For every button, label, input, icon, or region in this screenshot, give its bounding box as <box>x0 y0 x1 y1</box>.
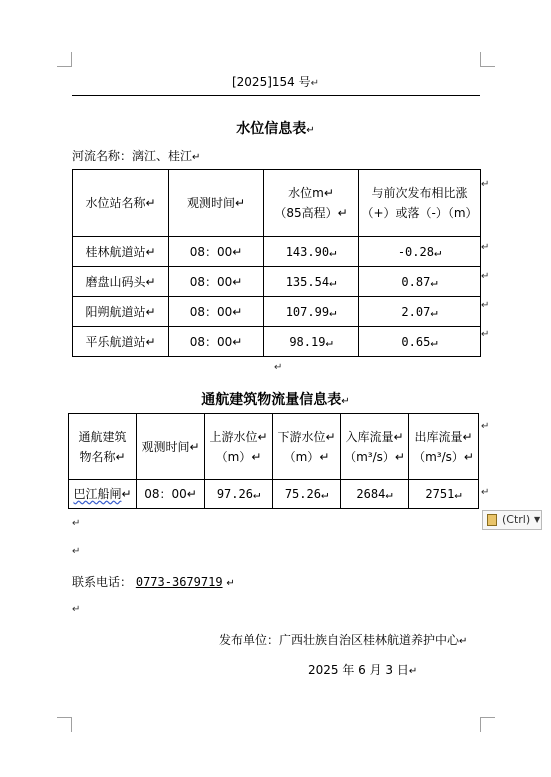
table-header-row <box>69 414 479 480</box>
crop-mark-bottom-right <box>480 717 495 732</box>
header-rule <box>72 95 480 96</box>
header-structure-name: 通航建筑 物名称↵ <box>69 414 137 480</box>
water-level-value: 107.99↵ <box>264 297 359 327</box>
station-name: 平乐航道站↵ <box>73 327 169 357</box>
observe-time: 08：00↵ <box>169 267 264 297</box>
header-upstream-level: 上游水位↵ （m）↵ <box>205 414 273 480</box>
change-value: 0.65↵ <box>359 327 481 357</box>
water-level-value: 135.54↵ <box>264 267 359 297</box>
station-name: 桂林航道站↵ <box>73 237 169 267</box>
header-change: 与前次发布相比涨 （+）或落（-）（m） <box>359 170 481 237</box>
header-time: 观测时间↵ <box>169 170 264 237</box>
water-level-value: 98.19↵ <box>264 327 359 357</box>
station-name: 阳朔航道站↵ <box>73 297 169 327</box>
table-row <box>73 267 481 297</box>
river-name: 河流名称：漓江、桂江↵ <box>72 149 201 163</box>
clipboard-icon <box>487 514 497 526</box>
upstream-level-value: 97.26↵ <box>205 480 273 509</box>
outflow-value: 2751↵ <box>409 480 479 509</box>
header-inflow: 入库流量↵ （m³/s）↵ <box>341 414 409 480</box>
table-row <box>69 480 479 509</box>
crop-mark-top-right <box>480 52 495 67</box>
header-downstream-level: 下游水位↵ （m）↵ <box>273 414 341 480</box>
table-row <box>73 297 481 327</box>
document-number: [2025]154 号↵ <box>231 75 319 89</box>
issue-date: 2025 年 6 月 3 日↵ <box>308 663 418 677</box>
observe-time: 08：00↵ <box>169 327 264 357</box>
header-level: 水位m↵ （85高程）↵ <box>264 170 359 237</box>
flow-info-table <box>68 413 479 509</box>
chevron-down-icon: ▼ <box>534 515 541 524</box>
observe-time: 08：00↵ <box>137 480 205 509</box>
table-row <box>73 327 481 357</box>
table-row <box>73 237 481 267</box>
phone-number: 0773-3679719 <box>135 575 223 589</box>
table-header-row <box>73 170 481 237</box>
publisher: 发布单位：广西壮族自治区桂林航道养护中心↵ <box>219 633 468 647</box>
water-level-table <box>72 169 481 357</box>
downstream-level-value: 75.26↵ <box>273 480 341 509</box>
contact-phone: 联系电话： 0773-3679719 ↵ <box>72 575 235 589</box>
crop-mark-bottom-left <box>57 717 72 732</box>
change-value: 2.07↵ <box>359 297 481 327</box>
inflow-value: 2684↵ <box>341 480 409 509</box>
header-outflow: 出库流量↵ （m³/s）↵ <box>409 414 479 480</box>
water-level-title: 水位信息表↵ <box>236 121 315 137</box>
header-time: 观测时间↵ <box>137 414 205 480</box>
change-value: -0.28↵ <box>359 237 481 267</box>
station-name: 磨盘山码头↵ <box>73 267 169 297</box>
observe-time: 08：00↵ <box>169 297 264 327</box>
flow-table-title: 通航建筑物流量信息表↵ <box>201 392 350 408</box>
crop-mark-top-left <box>57 52 72 67</box>
header-station: 水位站名称↵ <box>73 170 169 237</box>
observe-time: 08：00↵ <box>169 237 264 267</box>
water-level-value: 143.90↵ <box>264 237 359 267</box>
change-value: 0.87↵ <box>359 267 481 297</box>
structure-name: 巴江船闸↵ <box>69 480 137 509</box>
paste-options-button[interactable]: (Ctrl) ▼ <box>482 510 542 530</box>
